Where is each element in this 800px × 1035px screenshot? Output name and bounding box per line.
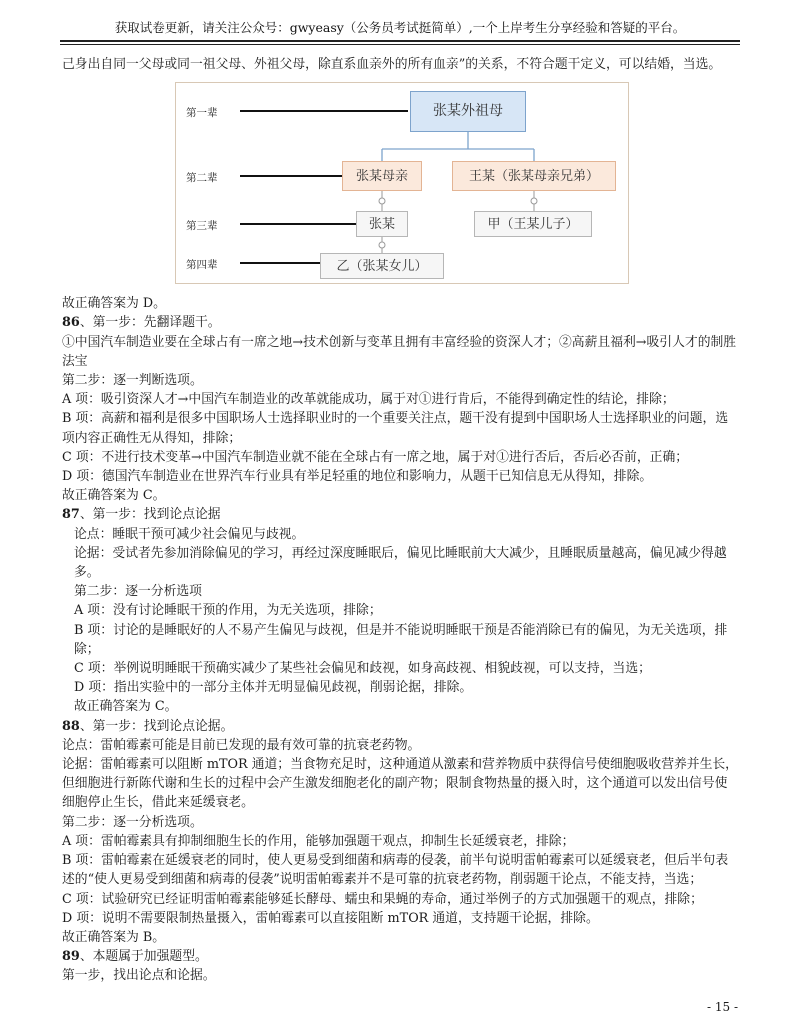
q87-option-c: C 项：举例说明睡眠干预确实减少了某些社会偏见和歧视，如身高歧视、相貌歧视，可以支持，当选； (74, 661, 651, 677)
q85-answer: 故正确答案为 D。 (62, 296, 166, 312)
q87-option-b: B 项：讨论的是睡眠好的人不易产生偏见与歧视，但是并不能说明睡眠干预是否能消除已有的偏见，为无关选项，排除； (74, 622, 728, 657)
page-content (62, 55, 738, 986)
q88-claim: 论点：雷帕霉素可能是目前已发现的最有效可靠的抗衰老药物。 (62, 737, 421, 753)
q87-claim: 论点：睡眠干预可减少社会偏见与歧视。 (74, 526, 305, 542)
q86-step1: 86、第一步：先翻译题干。 (62, 315, 221, 331)
q86-answer: 故正确答案为 C。 (62, 488, 166, 504)
intro-paragraph: 己身出自同一父母或同一祖父母、外祖父母，除直系血亲外的所有血亲”的关系，不符合题干定义，可以结婚，当选。 (62, 57, 722, 72)
family-tree-diagram (175, 82, 629, 284)
q87-step1: 87、第一步：找到论点论据 (62, 507, 221, 523)
q88-step2: 第二步：逐一分析选项。 (62, 814, 203, 830)
q88-option-c: C 项：试验研究已经证明雷帕霉素能够延长酵母、蠕虫和果蝇的寿命，通过举例子的方式加强题干的观点，排除； (62, 891, 703, 907)
q87-option-a: A 项：没有讨论睡眠干预的作用，为无关选项，排除； (74, 603, 382, 619)
q86-option-a: A 项：吸引资深人才→中国汽车制造业的改革就能成功，属于对①进行肯后，不能得到确定性的结论，排除； (62, 392, 675, 408)
q89-number: 89 (62, 949, 80, 965)
q86-step2: 第二步：逐一判断选项。 (62, 373, 203, 389)
generation-label-1: 第一辈 (186, 107, 218, 120)
q87-step2: 第二步：逐一分析选项 (74, 584, 202, 600)
q88-number: 88 (62, 718, 80, 734)
generation-label-4: 第四辈 (186, 259, 218, 272)
node-mother: 张某母亲 (342, 161, 422, 191)
generation-label-2: 第二辈 (186, 172, 218, 185)
q88-evidence: 论据：雷帕霉素可以阻断 mTOR 通道；当食物充足时，这种通道从激素和营养物质中获得信号使细胞吸收营养并生长，但细胞进行新陈代谢和生长的过程中会产生激发细胞老化的副产物；限制食物热量的摄入时，这个通道可以发出信号使细胞停止生长，借此来延缓衰老。 (62, 757, 738, 811)
q87-option-d: D 项：指出实验中的一部分主体并无明显偏见歧视，削弱论据，排除。 (74, 680, 473, 696)
node-jia: 甲（王某儿子） (474, 211, 592, 237)
q86-option-b: B 项：高薪和福利是很多中国职场人士选择职业时的一个重要关注点，题干没有提到中国职场人士选择职业的问题，选项内容正确性无从得知，排除； (62, 411, 729, 446)
q87-answer: 故正确答案为 C。 (74, 699, 178, 715)
node-uncle: 王某（张某母亲兄弟） (452, 161, 616, 191)
q86-option-c: C 项：不进行技术变革→中国汽车制造业就不能在全球占有一席之地，属于对①进行否后，否后必否前，正确； (62, 449, 689, 465)
q86-option-d: D 项：德国汽车制造业在世界汽车行业具有举足轻重的地位和影响力，从题干已知信息无从得知，排除。 (62, 469, 653, 485)
q88-step1: 88、第一步：找到论点论据。 (62, 718, 234, 734)
q89-step1: 第一步，找出论点和论据。 (62, 968, 216, 984)
generation-label-3: 第三辈 (186, 220, 218, 233)
header-rule-thin (60, 44, 740, 45)
header-rule-thick (60, 40, 740, 42)
q88-option-b: B 项：雷帕霉素在延缓衰老的同时，使人更易受到细菌和病毒的侵袭，前半句说明雷帕霉素可以延缓衰老，但后半句表述的“使人更易受到细菌和病毒的侵袭”说明雷帕霉素并不是可靠的抗衰老药物，削弱题干论点，不能支持，当选； (62, 853, 729, 888)
page-header: 获取试卷更新，请关注公众号：gwyeasy（公务员考试挺简单）,一个上岸考生分享经验和答疑的平台。 (114, 20, 686, 35)
q87-evidence: 论据：受试者先参加消除偏见的学习，再经过深度睡眠后，偏见比睡眠前大大减少，且睡眠质量越高，偏见减少得越多。 (74, 545, 727, 581)
q88-option-a: A 项：雷帕霉素具有抑制细胞生长的作用，能够加强题干观点，抑制生长延缓衰老，排除； (62, 833, 575, 849)
q86-translation: ①中国汽车制造业要在全球占有一席之地→技术创新与变革且拥有丰富经验的资深人才；②高薪且福利→吸引人才的制胜法宝 (62, 334, 737, 369)
node-zhang: 张某 (356, 211, 408, 237)
q88-answer: 故正确答案为 B。 (62, 929, 166, 945)
q89-type: 89、本题属于加强题型。 (62, 949, 208, 965)
page-number: - 15 - (706, 1000, 738, 1014)
node-great-grandmother: 张某外祖母 (410, 91, 526, 132)
node-yi: 乙（张某女儿） (320, 253, 444, 279)
q87-number: 87 (62, 507, 80, 523)
q86-number: 86 (62, 315, 80, 331)
q88-option-d: D 项：说明不需要限制热量摄入，雷帕霉素可以直接阻断 mTOR 通道，支持题干论据，排除。 (62, 910, 599, 926)
